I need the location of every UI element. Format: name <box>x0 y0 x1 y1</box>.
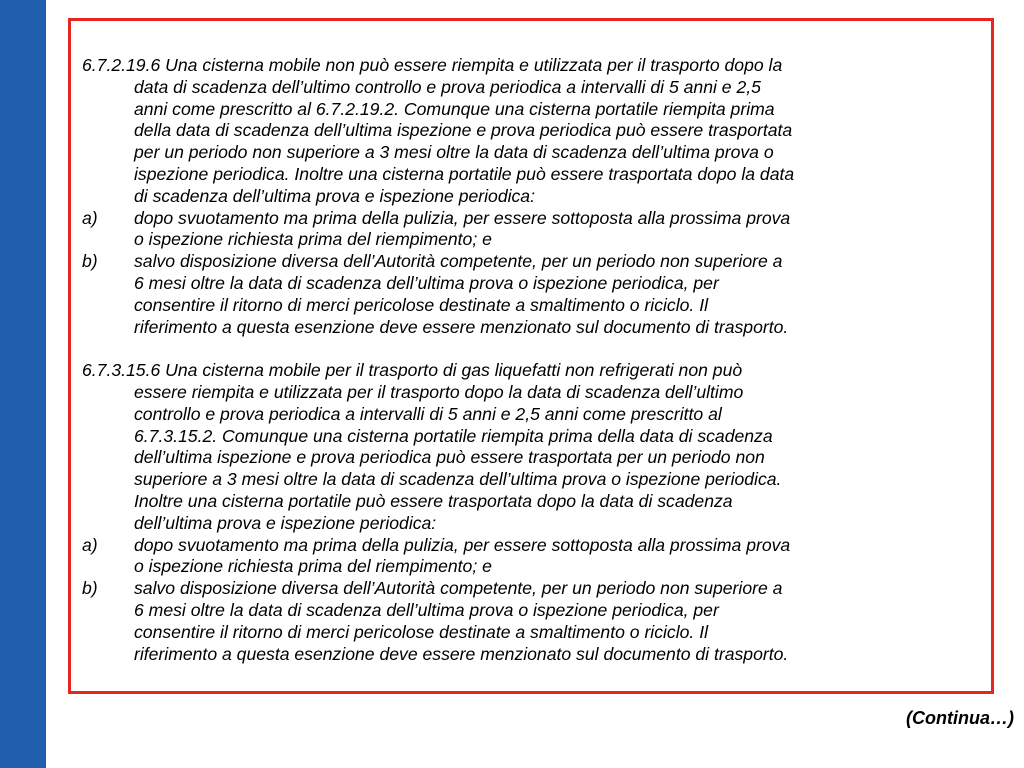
list-item-line: dopo svuotamento ma prima della pulizia, per essere sottoposta alla prossima prova <box>134 207 791 228</box>
list-item <box>82 535 982 579</box>
paragraph-line: 6.7.3.15.2. Comunque una cisterna portatile riempita prima della data di scadenza <box>134 425 773 446</box>
continua-label: (Continua…) <box>906 708 1014 728</box>
list-item-line: consentire il ritorno di merci pericolose destinate a smaltimento o riciclo. Il <box>134 294 708 315</box>
paragraph-line: dell’ultima prova e ispezione periodica: <box>134 512 437 533</box>
list-item-line: o ispezione richiesta prima del riempimento; e <box>134 229 492 250</box>
list-item-line: 6 mesi oltre la data di scadenza dell’ultima prova o ispezione periodica, per <box>134 272 719 293</box>
list-item-line: o ispezione richiesta prima del riempimento; e <box>134 556 492 577</box>
list-item-line: 6 mesi oltre la data di scadenza dell’ultima prova o ispezione periodica, per <box>134 599 719 620</box>
list-item <box>82 208 982 252</box>
paragraph-first-line: 6.7.2.19.6 Una cisterna mobile non può essere riempita e utilizzata per il trasporto dopo la <box>82 55 783 75</box>
paragraph-line: anni come prescritto al 6.7.2.19.2. Comunque una cisterna portatile riempita prima <box>134 98 775 119</box>
section <box>82 55 982 338</box>
list-item-label: b) <box>82 578 98 599</box>
list-item-line: riferimento a questa esenzione deve essere menzionato sul documento di trasporto. <box>134 643 789 664</box>
paragraph-line: essere riempita e utilizzata per il trasporto dopo la data di scadenza dell’ultimo <box>134 381 744 402</box>
list-item <box>82 251 982 338</box>
left-blue-bar <box>0 0 46 768</box>
paragraph-line: per un periodo non superiore a 3 mesi oltre la data di scadenza dell’ultima prova o <box>134 142 774 163</box>
list-item <box>82 578 982 665</box>
section-spacer <box>82 338 982 360</box>
paragraph-line: superiore a 3 mesi oltre la data di scadenza dell’ultima prova o ispezione periodica. <box>134 469 782 490</box>
list-item-line: dopo svuotamento ma prima della pulizia, per essere sottoposta alla prossima prova <box>134 534 791 555</box>
document-body <box>82 55 982 665</box>
paragraph-line: Inoltre una cisterna portatile può essere trasportata dopo la data di scadenza <box>134 490 733 511</box>
text-frame <box>68 18 994 694</box>
list-item-label: a) <box>82 207 98 228</box>
paragraph-line: dell’ultima ispezione e prova periodica può essere trasportata per un periodo non <box>134 447 765 468</box>
paragraph-first-line: 6.7.3.15.6 Una cisterna mobile per il trasporto di gas liquefatti non refrigerati non può <box>82 360 743 381</box>
section <box>82 360 982 665</box>
list-item-line: salvo disposizione diversa dell’Autorità competente, per un periodo non superiore a <box>134 251 783 272</box>
paragraph-line: di scadenza dell’ultima prova e ispezione periodica: <box>134 185 535 206</box>
list-item-label: a) <box>82 534 98 555</box>
paragraph-line: controllo e prova periodica a intervalli di 5 anni e 2,5 anni come prescritto al <box>134 403 722 424</box>
list-item-label: b) <box>82 251 98 272</box>
paragraph-line: della data di scadenza dell’ultima ispezione e prova periodica può essere trasportata <box>134 120 793 141</box>
list-item-line: salvo disposizione diversa dell’Autorità competente, per un periodo non superiore a <box>134 578 783 599</box>
paragraph-line: data di scadenza dell’ultimo controllo e prova periodica a intervalli di 5 anni e 2,5 <box>134 76 761 97</box>
list-item-line: consentire il ritorno di merci pericolose destinate a smaltimento o riciclo. Il <box>134 621 708 642</box>
list-item-line: riferimento a questa esenzione deve essere menzionato sul documento di trasporto. <box>134 316 789 337</box>
paragraph-line: ispezione periodica. Inoltre una cisterna portatile può essere trasportata dopo la data <box>134 163 795 184</box>
